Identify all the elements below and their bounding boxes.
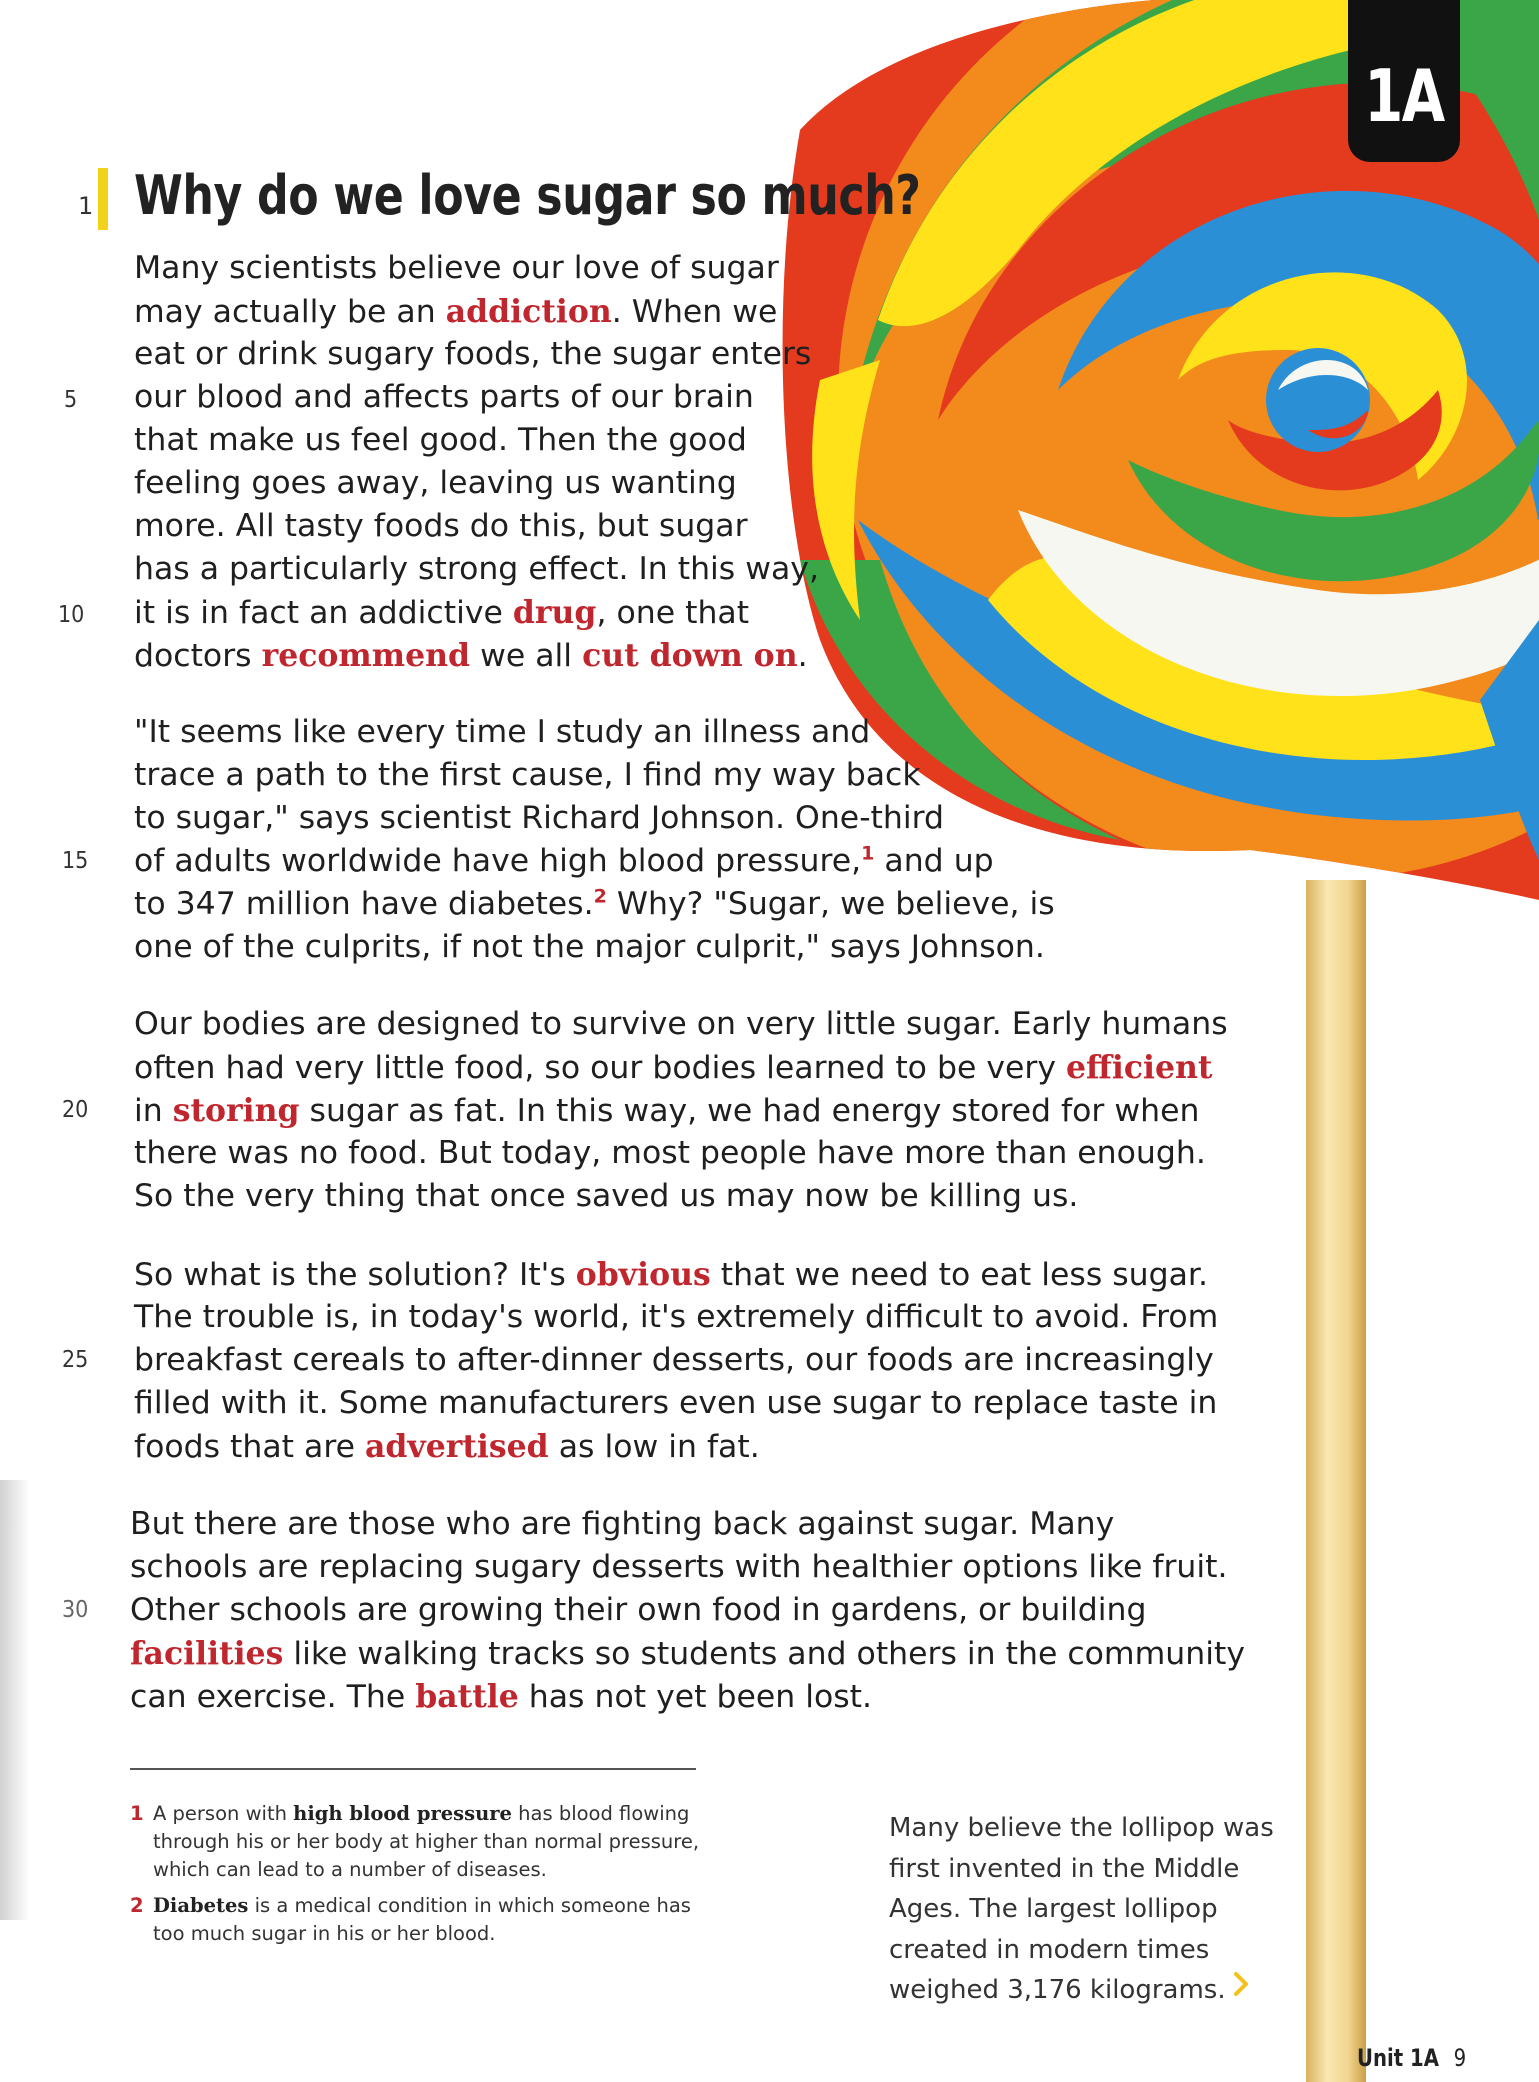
footnote-text: is a medical condition in which someone has too much sugar in his or her blood. (153, 1894, 691, 1945)
text-line: eat or drink sugary foods, the sugar enters (134, 336, 812, 372)
text-line: there was no food. But today, most people have more than enough. (134, 1135, 1206, 1171)
text-line: in storing sugar as fat. In this way, we had energy stored for when (134, 1092, 1200, 1129)
footnote-marker: 2 (593, 885, 607, 908)
text-line: Our bodies are designed to survive on very little sugar. Early humans (134, 1006, 1228, 1042)
paragraph-1 (134, 247, 819, 677)
vocabulary-word: efficient (1065, 1049, 1213, 1086)
footnote-term: Diabetes (153, 1894, 249, 1917)
line-number-10: 10 (58, 602, 85, 628)
vocabulary-word: battle (415, 1678, 519, 1715)
paragraph-2 (134, 711, 1055, 969)
footnote-divider (130, 1768, 696, 1770)
vocabulary-word: drug (512, 594, 597, 631)
text-line: breakfast cereals to after-dinner desserts, our foods are increasingly (134, 1342, 1214, 1378)
caption-line: created in modern times (889, 1934, 1210, 1965)
footnote-2 (130, 1892, 730, 1948)
unit-badge (1348, 0, 1460, 162)
line-number-20: 20 (62, 1097, 89, 1123)
text-line: one of the culprits, if not the major culprit," says Johnson. (134, 929, 1045, 965)
vocabulary-word: facilities (130, 1635, 284, 1672)
paragraph-5 (130, 1503, 1245, 1718)
footer-unit: Unit 1A (1357, 2044, 1439, 2072)
title-accent-bar (98, 168, 108, 230)
text-line: So the very thing that once saved us may now be killing us. (134, 1178, 1079, 1214)
text-line: to sugar," says scientist Richard Johnson. One-third (134, 800, 945, 836)
text-line: Many scientists believe our love of sugar (134, 250, 779, 286)
footnote-marker: 1 (861, 842, 875, 865)
footnote-number: 2 (130, 1894, 144, 1917)
text-line: often had very little food, so our bodies learned to be very efficient (134, 1049, 1213, 1086)
line-number-5: 5 (64, 387, 78, 413)
vocabulary-word: addiction (445, 293, 612, 330)
caption-line: Ages. The largest lollipop (889, 1894, 1218, 1924)
caption-line: weighed 3,176 kilograms. (889, 1975, 1226, 2005)
footnote-text: A person with (153, 1802, 294, 1825)
text-line: that make us feel good. Then the good (134, 422, 747, 458)
lollipop-stick (1306, 880, 1366, 2082)
text-line: But there are those who are fighting back against sugar. Many (130, 1506, 1115, 1542)
text-line: of adults worldwide have high blood pressure,$^1$ and up (134, 842, 994, 879)
footnote-number: 1 (130, 1802, 144, 1825)
text-line: feeling goes away, leaving us wanting (134, 465, 737, 501)
text-line: may actually be an addiction. When we (134, 293, 778, 330)
page-title: Why do we love sugar so much? (134, 164, 921, 227)
text-line: So what is the solution? It's obvious that we need to eat less sugar. (134, 1256, 1208, 1293)
line-number-30: 30 (62, 1597, 89, 1623)
caption-line: first invented in the Middle (889, 1853, 1240, 1884)
text-line: our blood and affects parts of our brain (134, 379, 754, 415)
unit-badge-label: 1A (1364, 54, 1444, 138)
footnote-text: has blood flowing through his or her body at higher than normal pressure, which can lead to a number of diseases. (153, 1802, 700, 1881)
text-line: to 347 million have diabetes.$^2$ Why? "Sugar, we believe, is (134, 885, 1055, 922)
text-line: it is in fact an addictive drug, one that (134, 594, 750, 631)
text-line: The trouble is, in today's world, it's extremely difficult to avoid. From (134, 1299, 1219, 1335)
vocabulary-word: obvious (575, 1256, 711, 1293)
text-line: Other schools are growing their own food in gardens, or building (130, 1592, 1147, 1628)
vocabulary-word: storing (172, 1092, 300, 1129)
line-number-25: 25 (62, 1347, 89, 1373)
footnote-term: high blood pressure (293, 1802, 512, 1825)
chevron-right-icon (1228, 1970, 1256, 1998)
title-number: 1 (78, 192, 94, 220)
caption-line: Many believe the lollipop was (889, 1813, 1274, 1843)
text-line: doctors recommend we all cut down on. (134, 637, 808, 674)
text-line: foods that are advertised as low in fat. (134, 1428, 760, 1465)
text-line: more. All tasty foods do this, but sugar (134, 508, 748, 544)
page-number: 9 (1453, 2044, 1467, 2072)
text-line: "It seems like every time I study an illness and (134, 714, 871, 750)
text-line: schools are replacing sugary desserts with healthier options like fruit. (130, 1549, 1228, 1585)
footnote-1 (130, 1800, 730, 1884)
paragraph-4 (134, 1253, 1218, 1468)
vocabulary-word: recommend (261, 637, 471, 674)
text-line: filled with it. Some manufacturers even use sugar to replace taste in (134, 1385, 1218, 1421)
page-footer (1357, 2044, 1466, 2072)
image-caption (889, 1808, 1274, 2011)
text-line: has a particularly strong effect. In this way, (134, 551, 819, 587)
text-line: trace a path to the first cause, I find my way back (134, 757, 921, 793)
line-number-15: 15 (62, 848, 89, 874)
vocabulary-word: cut down on (582, 637, 798, 674)
text-line: facilities like walking tracks so students and others in the community (130, 1635, 1245, 1672)
vocabulary-word: advertised (365, 1428, 549, 1465)
paragraph-3 (134, 1003, 1228, 1218)
text-line: can exercise. The battle has not yet been lost. (130, 1678, 873, 1715)
